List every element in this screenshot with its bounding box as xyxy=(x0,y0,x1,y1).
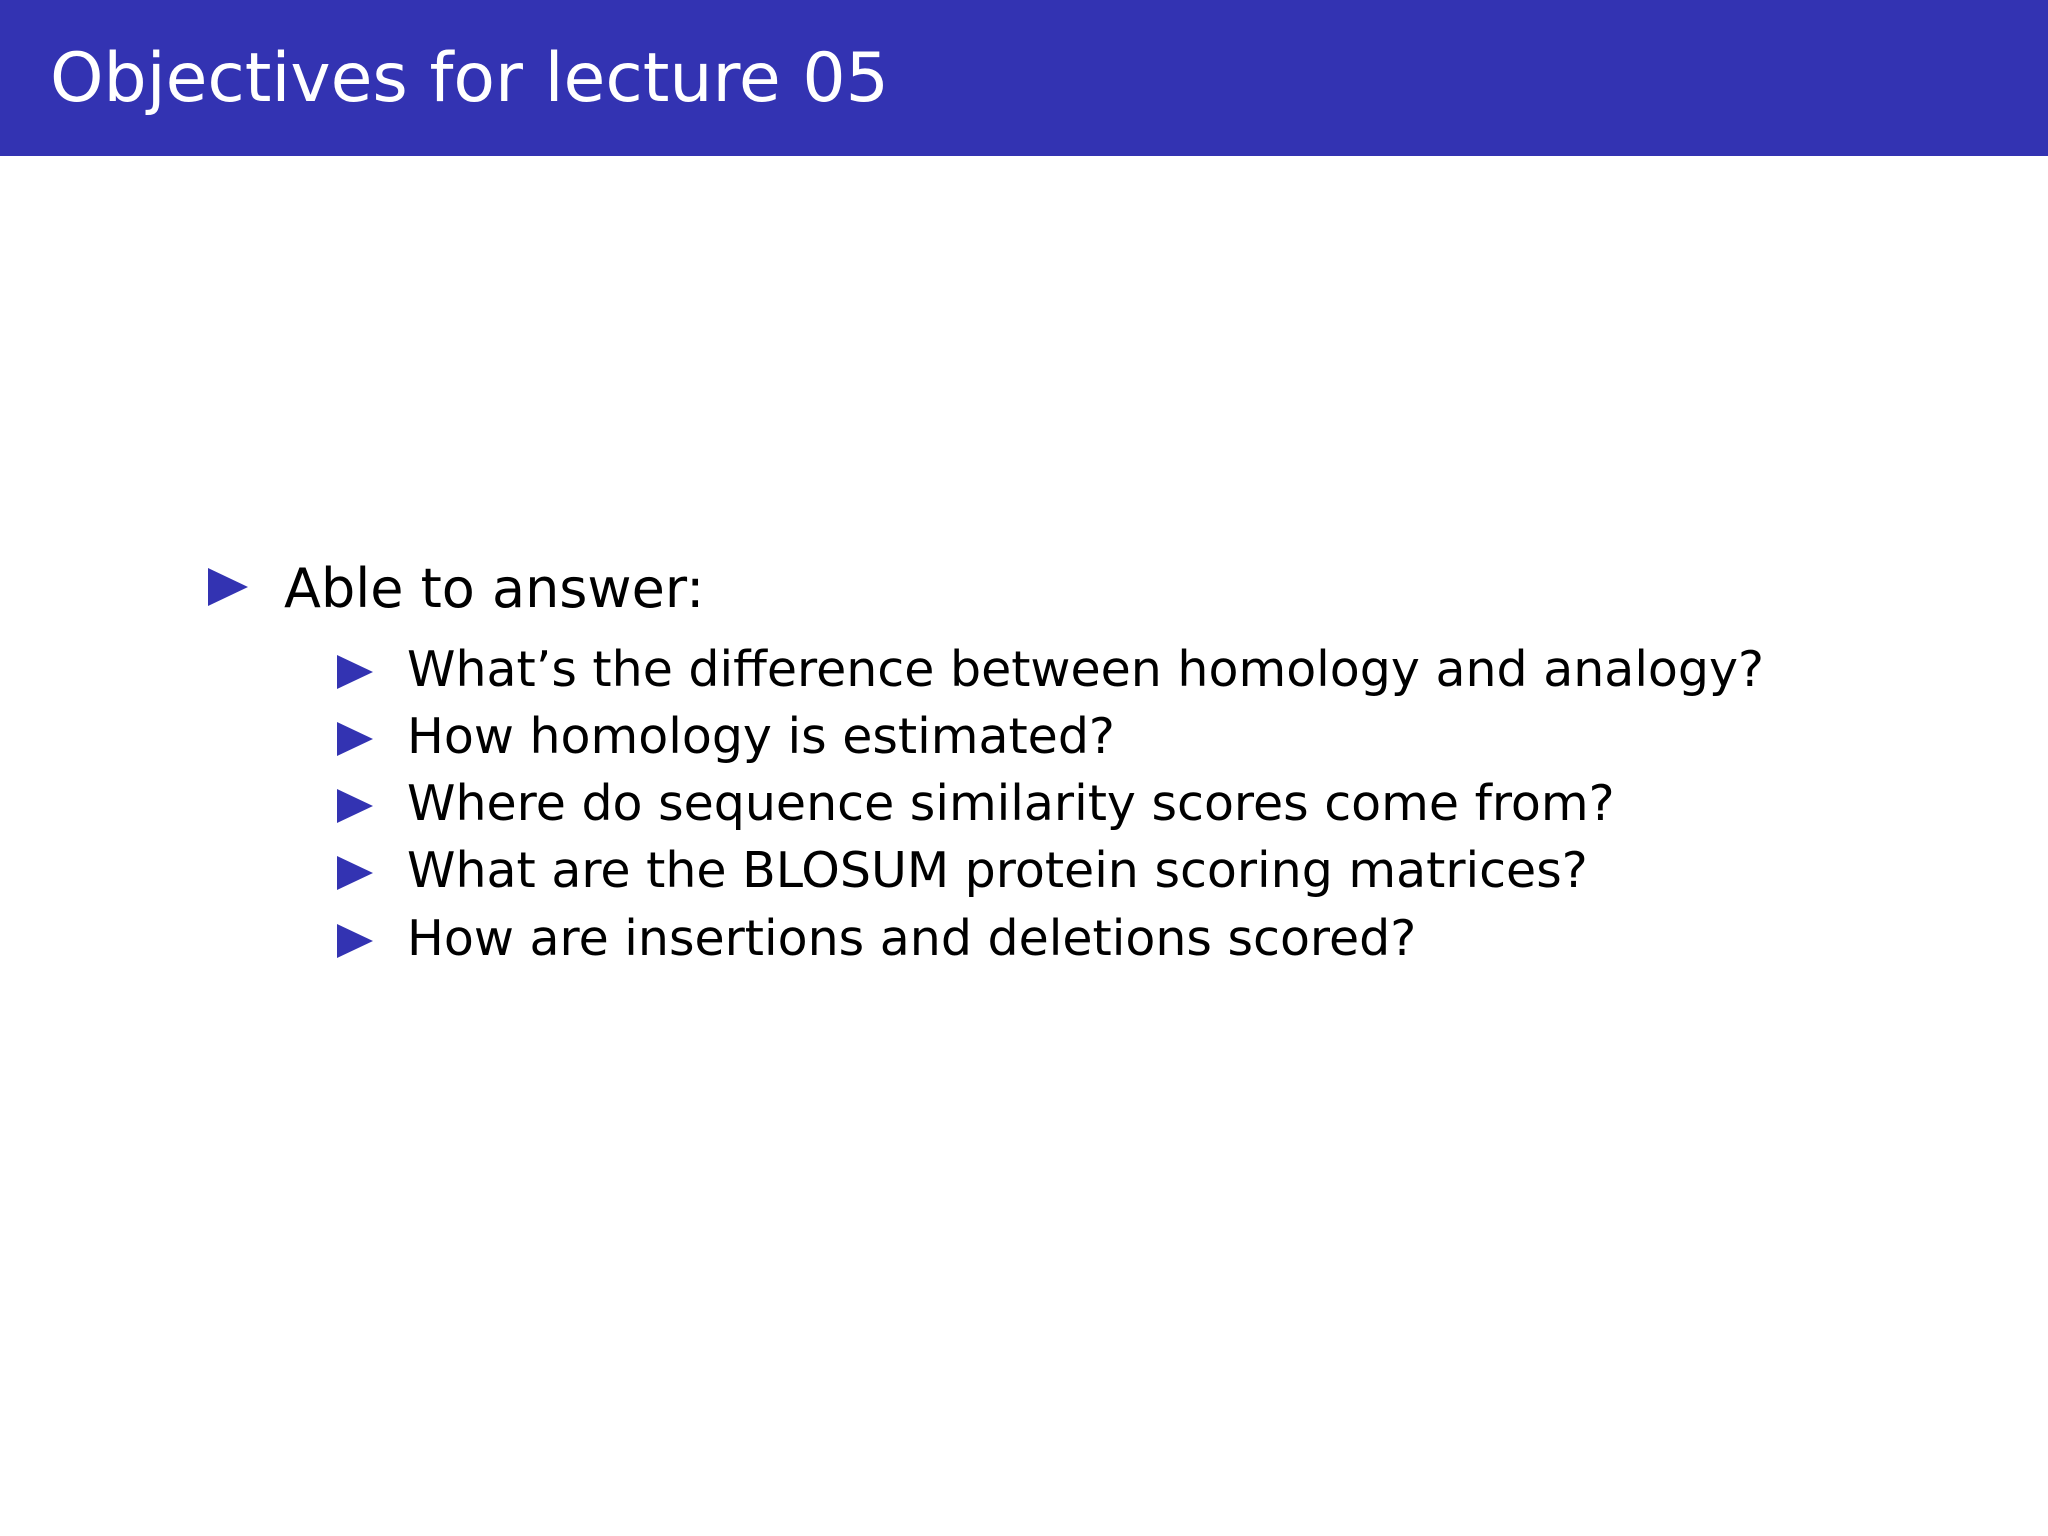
bullet-text: Able to answer: xyxy=(284,557,705,620)
sub-bullet-text: What are the BLOSUM protein scoring matrices? xyxy=(407,842,1588,899)
triangle-right-icon xyxy=(337,924,373,958)
slide-title: Objectives for lecture 05 xyxy=(50,39,889,118)
triangle-right-icon xyxy=(337,856,373,890)
triangle-right-icon xyxy=(337,789,373,823)
sub-bullet-text: How are insertions and deletions scored? xyxy=(407,910,1417,967)
sub-bullet-text: What’s the difference between homology and analogy? xyxy=(407,641,1765,698)
triangle-right-icon xyxy=(337,655,373,689)
sub-bullet-text: How homology is estimated? xyxy=(407,708,1115,765)
triangle-right-icon xyxy=(337,722,373,756)
sub-bullet-text: Where do sequence similarity scores come from? xyxy=(407,775,1615,832)
triangle-right-icon xyxy=(208,568,248,606)
